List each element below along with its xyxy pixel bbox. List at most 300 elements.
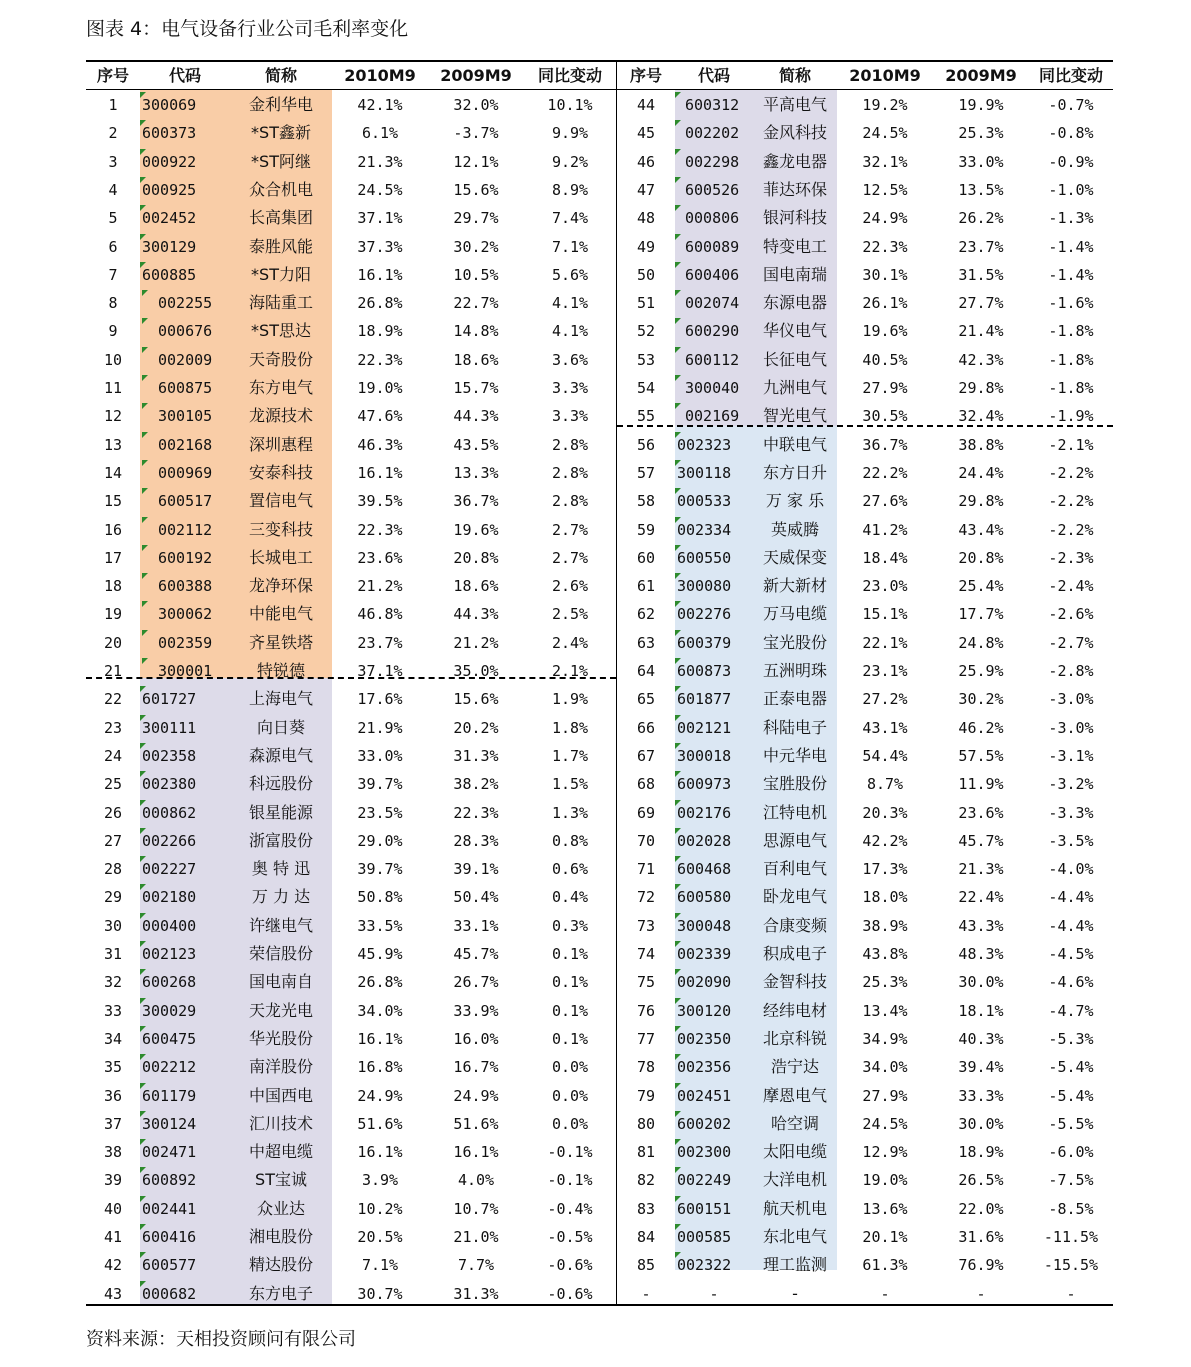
left-name-cell: 长高集团 [248, 208, 313, 228]
table-row [86, 317, 1113, 345]
left-margin-2010-cell: 22.3% [357, 520, 403, 539]
margin-table [86, 60, 1113, 1306]
left-name-cell: 龙源技术 [248, 406, 313, 426]
right-seq-cell: 58 [636, 492, 656, 511]
left-margin-2009-cell: 18.6% [453, 350, 499, 369]
left-yoy-change-cell: 1.7% [551, 746, 589, 765]
header-2010m9-left: 2010M9 [344, 66, 416, 85]
left-margin-2010-cell: 26.8% [357, 294, 403, 313]
right-code-cell: 600089 [685, 237, 740, 256]
table-row [86, 827, 1113, 855]
left-seq-cell: 8 [108, 294, 118, 313]
table-row [86, 883, 1113, 911]
right-seq-cell: 83 [636, 1199, 656, 1218]
left-margin-2010-cell: 42.1% [357, 96, 403, 114]
right-margin-2009-cell: 22.4% [958, 888, 1004, 907]
left-margin-2010-cell: 23.5% [357, 803, 403, 822]
right-code-cell: 300048 [677, 916, 732, 935]
left-code-cell: 002112 [158, 520, 213, 539]
right-code-cell: 600112 [685, 350, 740, 369]
right-margin-2010-cell: 34.0% [862, 1058, 908, 1077]
right-yoy-change-cell: -2.2% [1048, 492, 1094, 511]
left-seq-cell: 5 [108, 209, 118, 228]
right-seq-cell: 59 [636, 520, 656, 539]
left-seq-cell: 36 [103, 1086, 123, 1105]
left-name-cell: 安泰科技 [248, 462, 313, 482]
left-seq-cell: 18 [103, 577, 123, 596]
left-code-cell: 000400 [142, 916, 197, 935]
right-name-cell: 经纬电材 [762, 1000, 827, 1020]
right-name-cell: 天威保变 [762, 547, 827, 567]
table-row [86, 714, 1113, 742]
left-margin-2009-cell: 33.1% [453, 916, 499, 935]
right-margin-2010-cell: 54.4% [862, 746, 908, 765]
left-margin-2010-cell: 7.1% [361, 1256, 399, 1275]
right-name-cell: 科陆电子 [762, 717, 827, 737]
left-code-cell: 002168 [158, 435, 213, 454]
right-yoy-change-cell: -6.0% [1048, 1143, 1094, 1162]
left-seq-cell: 24 [103, 746, 123, 765]
left-margin-2010-cell: 17.6% [357, 690, 403, 709]
left-name-cell: 齐星铁塔 [248, 632, 313, 652]
right-seq-cell: 82 [636, 1171, 656, 1190]
right-yoy-change-cell: -2.6% [1048, 605, 1094, 624]
right-seq-cell: 75 [636, 973, 656, 992]
header-code-right: 代码 [697, 66, 730, 85]
right-name-cell: 理工监测 [762, 1255, 827, 1275]
right-yoy-change-cell: -1.8% [1048, 350, 1094, 369]
right-margin-2010-cell: 38.9% [862, 916, 908, 935]
left-margin-2009-cell: 14.8% [453, 322, 499, 341]
right-yoy-change-cell: -3.1% [1048, 746, 1094, 765]
page-title: 图表 4：电气设备行业公司毛利率变化 [86, 18, 409, 40]
table-row [86, 1053, 1113, 1081]
left-name-cell: 浙富股份 [248, 830, 313, 850]
table-row [86, 1166, 1113, 1194]
table-row [86, 289, 1113, 317]
left-yoy-change-cell: 10.1% [547, 96, 593, 114]
right-seq-cell: 52 [636, 322, 656, 341]
header-code-left: 代码 [168, 66, 201, 85]
right-margin-2009-cell: 30.2% [958, 690, 1004, 709]
table-row [86, 176, 1113, 204]
left-margin-2009-cell: 15.6% [453, 180, 499, 199]
left-yoy-change-cell: 0.0% [551, 1114, 589, 1133]
table-row [86, 742, 1113, 770]
left-code-cell: 600875 [158, 379, 213, 397]
left-name-cell: 汇川技术 [248, 1113, 313, 1133]
left-margin-2009-cell: 29.7% [453, 209, 499, 228]
right-name-cell: 航天机电 [762, 1198, 827, 1218]
left-code-cell: 300124 [142, 1114, 197, 1133]
right-seq-cell: 54 [636, 379, 656, 397]
table-row [86, 572, 1113, 600]
left-code-cell: 600517 [158, 492, 213, 511]
left-name-cell: 深圳惠程 [248, 434, 313, 454]
right-margin-2010-cell: 41.2% [862, 520, 908, 539]
left-name-cell: 精达股份 [248, 1255, 313, 1275]
right-margin-2010-cell: 13.6% [862, 1199, 908, 1218]
right-code-cell: 600151 [677, 1199, 732, 1218]
left-margin-2010-cell: 21.9% [357, 718, 403, 737]
left-margin-2009-cell: 35.0% [453, 662, 499, 680]
right-name-cell: 长征电气 [762, 349, 827, 369]
left-seq-cell: 9 [108, 322, 118, 341]
left-code-cell: 600892 [142, 1171, 197, 1190]
left-yoy-change-cell: 2.8% [551, 463, 589, 482]
table-row [86, 374, 1113, 402]
left-name-cell: 特锐德 [256, 661, 305, 680]
left-seq-cell: 42 [103, 1256, 123, 1275]
left-yoy-change-cell: 2.6% [551, 577, 589, 596]
right-code-cell: 600202 [677, 1114, 732, 1133]
right-name-cell: 正泰电器 [762, 689, 827, 709]
right-yoy-change-cell: -3.2% [1048, 775, 1094, 794]
header-2009m9-left: 2009M9 [440, 66, 512, 85]
left-name-cell: 泰胜风能 [248, 236, 313, 256]
right-yoy-change-cell: -7.5% [1048, 1171, 1094, 1190]
right-code-cell: 600468 [677, 860, 732, 879]
left-name-cell: 中能电气 [248, 604, 313, 624]
right-yoy-change-cell: -2.2% [1048, 520, 1094, 539]
right-margin-2009-cell: 21.3% [958, 860, 1004, 879]
comment-marker-icon [675, 262, 681, 268]
left-yoy-change-cell: 4.1% [551, 294, 589, 313]
right-margin-2010-cell: 32.1% [862, 152, 908, 171]
right-yoy-change-cell: -1.8% [1048, 322, 1094, 341]
left-code-cell: 002123 [142, 945, 197, 963]
right-name-cell: 华仪电气 [762, 321, 827, 341]
right-code-cell: 002074 [685, 294, 740, 313]
right-code-cell: 002356 [677, 1058, 732, 1077]
left-seq-cell: 27 [103, 831, 123, 850]
left-margin-2009-cell: 20.8% [453, 548, 499, 567]
right-code-cell: 002300 [677, 1143, 732, 1162]
left-seq-cell: 40 [103, 1199, 123, 1218]
left-seq-cell: 14 [103, 463, 123, 482]
right-name-cell: 太阳电缆 [762, 1142, 827, 1162]
right-margin-2009-cell: 17.7% [958, 605, 1004, 624]
left-margin-2009-cell: 15.6% [453, 690, 499, 709]
right-margin-2010-cell: 19.2% [862, 96, 908, 114]
left-name-cell: 向日葵 [256, 717, 305, 737]
left-margin-2010-cell: 20.5% [357, 1228, 403, 1246]
left-margin-2009-cell: 18.6% [453, 577, 499, 596]
right-yoy-change-cell: -1.8% [1048, 379, 1094, 397]
left-yoy-change-cell: 8.9% [551, 180, 589, 199]
right-yoy-change-cell: -15.5% [1043, 1256, 1099, 1275]
right-yoy-change-cell: -3.5% [1048, 831, 1094, 850]
left-yoy-change-cell: 0.8% [551, 831, 589, 850]
left-seq-cell: 12 [103, 407, 123, 426]
left-margin-2009-cell: 31.3% [453, 1284, 499, 1303]
left-seq-cell: 22 [103, 690, 123, 709]
left-margin-2010-cell: 16.1% [357, 1143, 403, 1162]
left-margin-2010-cell: 50.8% [357, 888, 403, 907]
right-seq-cell: 60 [636, 548, 656, 567]
left-yoy-change-cell: 2.8% [551, 492, 589, 511]
left-seq-cell: 13 [103, 435, 123, 454]
left-yoy-change-cell: 9.9% [551, 124, 589, 143]
left-yoy-change-cell: 2.1% [551, 662, 589, 680]
left-yoy-change-cell: 1.8% [551, 718, 589, 737]
left-yoy-change-cell: -0.4% [547, 1199, 593, 1218]
left-yoy-change-cell: 1.9% [551, 690, 589, 709]
left-seq-cell: 26 [103, 803, 123, 822]
left-seq-cell: 34 [103, 1029, 123, 1048]
right-code-cell: 002322 [677, 1256, 732, 1275]
left-margin-2010-cell: 16.1% [357, 1029, 403, 1048]
right-code-cell: 002334 [677, 520, 732, 539]
right-yoy-change-cell: -3.0% [1048, 690, 1094, 709]
right-margin-2009-cell: 43.4% [958, 520, 1004, 539]
left-name-cell: 科远股份 [248, 774, 313, 794]
left-yoy-change-cell: -0.6% [547, 1284, 593, 1303]
left-seq-cell: 29 [103, 888, 123, 907]
right-seq-cell: 72 [636, 888, 656, 907]
table-row [86, 544, 1113, 572]
left-code-cell: 600373 [142, 124, 197, 143]
left-margin-2009-cell: 30.2% [453, 237, 499, 256]
right-seq-cell: 81 [636, 1143, 656, 1162]
right-yoy-change-cell: -0.9% [1048, 152, 1094, 171]
left-name-cell: 金利华电 [248, 95, 313, 114]
left-margin-2010-cell: 30.7% [357, 1284, 403, 1303]
right-seq-cell: 64 [636, 662, 656, 680]
table-row [86, 459, 1113, 487]
left-code-cell: 002441 [142, 1199, 197, 1218]
left-margin-2009-cell: 10.7% [453, 1199, 499, 1218]
left-code-cell: 601179 [142, 1086, 197, 1105]
header-2010m9-right: 2010M9 [849, 66, 921, 85]
left-seq-cell: 35 [103, 1058, 123, 1077]
left-margin-2009-cell: 19.6% [453, 520, 499, 539]
left-yoy-change-cell: 0.4% [551, 888, 589, 907]
left-seq-cell: 31 [103, 945, 123, 963]
left-name-cell: 海陆重工 [248, 293, 313, 313]
comment-marker-icon [675, 149, 681, 155]
right-margin-2010-cell: 8.7% [866, 775, 904, 794]
header-name-right: 简称 [778, 66, 811, 85]
left-yoy-change-cell: 9.2% [551, 152, 589, 171]
right-name-cell: 英威腾 [770, 519, 819, 539]
right-code-cell: 600580 [677, 888, 732, 907]
left-margin-2010-cell: 45.9% [357, 945, 403, 963]
right-margin-2010-cell: 26.1% [862, 294, 908, 313]
right-yoy-change-cell: -8.5% [1048, 1199, 1094, 1218]
table-row [86, 968, 1113, 996]
left-margin-2009-cell: 28.3% [453, 831, 499, 850]
left-margin-2009-cell: 21.2% [453, 633, 499, 652]
comment-marker-icon [675, 177, 681, 183]
right-margin-2009-cell: 33.0% [958, 152, 1004, 171]
right-name-cell: 万马电缆 [762, 604, 827, 624]
right-margin-2010-cell: 12.5% [862, 180, 908, 199]
right-name-cell: 哈空调 [770, 1113, 819, 1133]
right-seq-cell: 46 [636, 152, 656, 171]
left-margin-2010-cell: 16.1% [357, 463, 403, 482]
right-margin-2009-cell: 33.3% [958, 1086, 1004, 1105]
left-name-cell: *ST力阳 [251, 264, 311, 284]
right-yoy-change-cell: -2.7% [1048, 633, 1094, 652]
right-seq-cell: 45 [636, 124, 656, 143]
left-yoy-change-cell: 2.8% [551, 435, 589, 454]
right-margin-2009-cell: 31.6% [958, 1228, 1004, 1246]
left-yoy-change-cell: 0.3% [551, 916, 589, 935]
left-name-cell: 森源电气 [248, 745, 313, 765]
right-margin-2009-cell: 31.5% [958, 265, 1004, 284]
left-name-cell: 天奇股份 [248, 349, 313, 369]
left-margin-2010-cell: 37.3% [357, 237, 403, 256]
right-code-cell: 002121 [677, 718, 732, 737]
right-yoy-change-cell: -1.9% [1048, 407, 1094, 426]
right-margin-2010-cell: 19.6% [862, 322, 908, 341]
right-yoy-change-cell: - [1066, 1284, 1076, 1303]
right-margin-2010-cell: 24.5% [862, 124, 908, 143]
right-margin-2009-cell: 45.7% [958, 831, 1004, 850]
right-yoy-change-cell: -0.8% [1048, 124, 1094, 143]
left-yoy-change-cell: -0.1% [547, 1143, 593, 1162]
right-name-cell: 五洲明珠 [762, 661, 827, 680]
left-name-cell: 天龙光电 [248, 1000, 313, 1020]
right-seq-cell: 48 [636, 209, 656, 228]
left-margin-2010-cell: 46.8% [357, 605, 403, 624]
left-margin-2009-cell: 43.5% [453, 435, 499, 454]
left-code-cell: 002180 [142, 888, 197, 907]
right-yoy-change-cell: -5.5% [1048, 1114, 1094, 1133]
table-row [86, 855, 1113, 883]
right-margin-2009-cell: 11.9% [958, 775, 1004, 794]
right-code-cell: 300018 [677, 746, 732, 765]
left-margin-2009-cell: 44.3% [453, 605, 499, 624]
right-margin-2009-cell: 21.4% [958, 322, 1004, 341]
left-seq-cell: 39 [103, 1171, 123, 1190]
right-margin-2010-cell: 24.9% [862, 209, 908, 228]
right-margin-2009-cell: 39.4% [958, 1058, 1004, 1077]
left-yoy-change-cell: 7.4% [551, 209, 589, 228]
left-yoy-change-cell: 0.1% [551, 1029, 589, 1048]
left-yoy-change-cell: -0.6% [547, 1256, 593, 1275]
table-row [86, 997, 1113, 1025]
right-yoy-change-cell: -5.3% [1048, 1029, 1094, 1048]
right-margin-2009-cell: 25.3% [958, 124, 1004, 143]
right-seq-cell: 56 [636, 435, 656, 454]
comment-marker-icon [675, 290, 681, 296]
right-margin-2009-cell: 43.3% [958, 916, 1004, 935]
left-yoy-change-cell: 3.3% [551, 407, 589, 426]
left-margin-2010-cell: 39.7% [357, 775, 403, 794]
right-code-cell: 002451 [677, 1086, 732, 1105]
left-margin-2009-cell: 10.5% [453, 265, 499, 284]
header-yoy-right: 同比变动 [1038, 66, 1103, 85]
right-margin-2009-cell: 40.3% [958, 1029, 1004, 1048]
right-margin-2009-cell: 30.0% [958, 1114, 1004, 1133]
right-margin-2009-cell: 29.8% [958, 492, 1004, 511]
right-code-cell: 600379 [677, 633, 732, 652]
right-margin-2010-cell: 18.0% [862, 888, 908, 907]
left-seq-cell: 16 [103, 520, 123, 539]
left-code-cell: 000922 [142, 152, 197, 171]
comment-marker-icon [675, 318, 681, 324]
right-margin-2009-cell: 25.9% [958, 662, 1004, 680]
right-margin-2009-cell: 25.4% [958, 577, 1004, 596]
right-code-cell: 600973 [677, 775, 732, 794]
left-margin-2010-cell: 37.1% [357, 209, 403, 228]
right-seq-cell: 51 [636, 294, 656, 313]
table-row [86, 516, 1113, 544]
right-margin-2010-cell: 22.2% [862, 463, 908, 482]
left-margin-2009-cell: 21.0% [453, 1228, 499, 1246]
left-seq-cell: 17 [103, 548, 123, 567]
left-code-cell: 300062 [158, 605, 213, 624]
right-margin-2009-cell: 20.8% [958, 548, 1004, 567]
right-code-cell: 600873 [677, 662, 732, 680]
right-name-cell: 特变电工 [762, 236, 827, 256]
right-margin-2009-cell: 38.8% [958, 435, 1004, 454]
right-yoy-change-cell: -5.4% [1048, 1086, 1094, 1105]
right-seq-cell: 57 [636, 463, 656, 482]
left-seq-cell: 33 [103, 1001, 123, 1020]
left-yoy-change-cell: -0.5% [547, 1228, 593, 1246]
table-row [86, 204, 1113, 232]
right-margin-2010-cell: 25.3% [862, 973, 908, 992]
left-margin-2010-cell: 29.0% [357, 831, 403, 850]
left-code-cell: 600268 [142, 973, 197, 992]
comment-marker-icon [675, 92, 681, 98]
right-code-cell: 002028 [677, 831, 732, 850]
left-seq-cell: 20 [103, 633, 123, 652]
left-margin-2009-cell: 12.1% [453, 152, 499, 171]
left-margin-2010-cell: 23.6% [357, 548, 403, 567]
right-seq-cell: 63 [636, 633, 656, 652]
right-code-cell: 002202 [685, 124, 740, 143]
left-margin-2009-cell: 26.7% [453, 973, 499, 992]
right-seq-cell: 65 [636, 690, 656, 709]
right-seq-cell: - [641, 1284, 651, 1303]
right-name-cell: 新大新材 [762, 576, 827, 596]
right-margin-2010-cell: 36.7% [862, 435, 908, 454]
left-seq-cell: 43 [103, 1284, 123, 1303]
left-code-cell: 002359 [158, 633, 213, 652]
right-name-cell: 浩宁达 [770, 1057, 819, 1077]
right-yoy-change-cell: -1.4% [1048, 237, 1094, 256]
right-seq-cell: 85 [636, 1256, 656, 1275]
right-yoy-change-cell: -1.4% [1048, 265, 1094, 284]
left-code-cell: 002009 [158, 350, 213, 369]
right-yoy-change-cell: -2.1% [1048, 435, 1094, 454]
right-name-cell: 合康变频 [762, 915, 827, 935]
left-seq-cell: 38 [103, 1143, 123, 1162]
right-seq-cell: 69 [636, 803, 656, 822]
right-margin-2009-cell: 76.9% [958, 1256, 1004, 1275]
right-yoy-change-cell: -3.3% [1048, 803, 1094, 822]
left-name-cell: 南洋股份 [248, 1057, 313, 1077]
right-yoy-change-cell: -3.0% [1048, 718, 1094, 737]
right-margin-2010-cell: 15.1% [862, 605, 908, 624]
left-code-cell: 002471 [142, 1143, 197, 1162]
table-row [86, 1223, 1113, 1251]
table-row [86, 600, 1113, 628]
right-seq-cell: 66 [636, 718, 656, 737]
left-seq-cell: 25 [103, 775, 123, 794]
left-margin-2010-cell: 47.6% [357, 407, 403, 426]
right-name-cell: 银河科技 [762, 208, 827, 228]
right-margin-2010-cell: - [880, 1284, 890, 1303]
left-margin-2010-cell: 39.5% [357, 492, 403, 511]
left-name-cell: *ST思达 [251, 321, 311, 341]
left-yoy-change-cell: 2.7% [551, 548, 589, 567]
left-margin-2010-cell: 37.1% [357, 662, 403, 680]
